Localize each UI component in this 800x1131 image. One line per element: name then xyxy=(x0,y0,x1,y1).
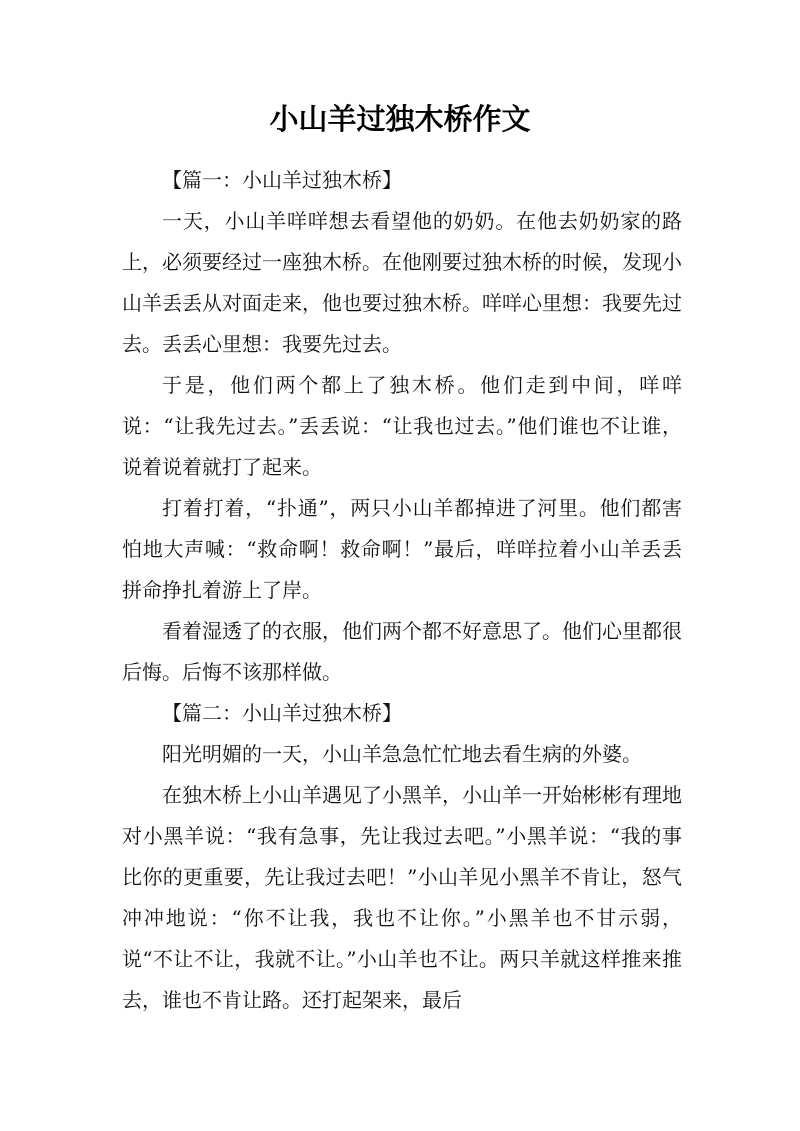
section-heading-1: 【篇一：小山羊过独木桥】 xyxy=(162,168,402,192)
document-title: 小山羊过独木桥作文 xyxy=(269,102,531,136)
paragraph: 于是，他们两个都上了独木桥。他们走到中间，咩咩说：“让我先过去。”丢丢说：“让我也过去。”他们谁也不让谁，说着说着就打了起来。 xyxy=(122,373,682,479)
paragraph: 看着湿透了的衣服，他们两个都不好意思了。他们心里都很后悔。后悔不该那样做。 xyxy=(122,619,682,684)
section-heading-2: 【篇二：小山羊过独木桥】 xyxy=(162,701,402,725)
paragraph: 在独木桥上小山羊遇见了小黑羊，小山羊一开始彬彬有理地对小黑羊说：“我有急事，先让我过去吧。”小黑羊说：“我的事比你的更重要，先让我过去吧！”小山羊见小黑羊不肯让，怒气冲冲地说：“你不让我，我也不让你。”小黑羊也不甘示弱，说“不让不让，我就不让。”小山羊也不让。两只羊就这样推来推去，谁也不肯让路。还打起架来，最后 xyxy=(122,783,682,1012)
paragraph: 阳光明媚的一天，小山羊急急忙忙地去看生病的外婆。 xyxy=(162,742,642,766)
document-body xyxy=(122,160,682,1021)
paragraph: 一天，小山羊咩咩想去看望他的奶奶。在他去奶奶家的路上，必须要经过一座独木桥。在他刚要过独木桥的时候，发现小山羊丢丢从对面走来，他也要过独木桥。咩咩心里想：我要先过去。丢丢心里想：我要先过去。 xyxy=(122,209,682,356)
paragraph: 打着打着，“扑通”，两只小山羊都掉进了河里。他们都害怕地大声喊：“救命啊！救命啊！”最后，咩咩拉着小山羊丢丢拼命挣扎着游上了岸。 xyxy=(122,496,682,602)
